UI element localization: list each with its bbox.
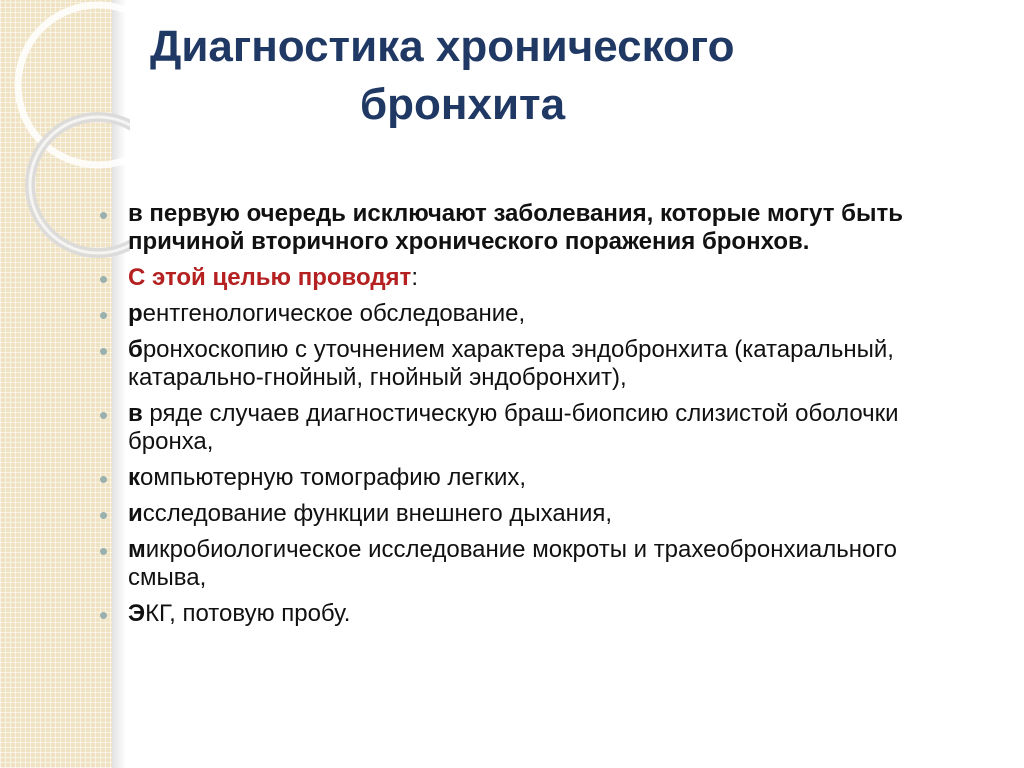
item-lead: и [128,500,143,527]
content-list [98,200,978,636]
item-text: ряде случаев диагностическую браш-биопсию слизистой оболочки бронха, [128,400,899,455]
bullet-icon [100,348,107,355]
slide-title [150,18,930,134]
list-item [98,264,978,292]
list-item [98,464,978,492]
bullet-icon [100,312,107,319]
item-lead: С этой целью проводят [128,264,412,291]
bullet-icon [100,276,107,283]
bullet-icon [100,612,107,619]
item-text: : [411,264,418,291]
list-item [98,600,978,628]
item-text: ронхоскопию с уточнением характера эндобронхита (катаральный, катарально-гнойный, гнойный эндобронхит), [128,336,894,391]
item-text: омпьютерную томографию легких, [140,464,527,491]
list-item [98,400,978,456]
item-lead: м [128,536,146,563]
item-lead: р [128,300,143,327]
list-item [98,200,978,256]
item-lead: б [128,336,143,363]
item-lead: к [128,464,141,491]
bullet-icon [100,412,107,419]
list-item [98,536,978,592]
title-line-2: бронхита [360,80,566,129]
bullet-icon [100,548,107,555]
item-text: икробиологическое исследование мокроты и трахеобронхиального смыва, [128,536,897,591]
item-text: сследование функции внешнего дыхания, [142,500,613,527]
title-line-1: Диагностика хронического [150,22,735,71]
list-item [98,500,978,528]
bullet-icon [100,212,107,219]
item-lead: в первую очередь исключают заболевания, которые могут быть причиной вторичного хронического поражения бронхов. [128,200,903,255]
item-text: ентгенологическое обследование, [142,300,526,327]
item-text: КГ, потовую пробу. [145,600,351,627]
item-lead: в [128,400,143,427]
list-item [98,300,978,328]
list-item [98,336,978,392]
bullet-icon [100,476,107,483]
bullet-icon [100,512,107,519]
item-lead: Э [128,600,146,627]
